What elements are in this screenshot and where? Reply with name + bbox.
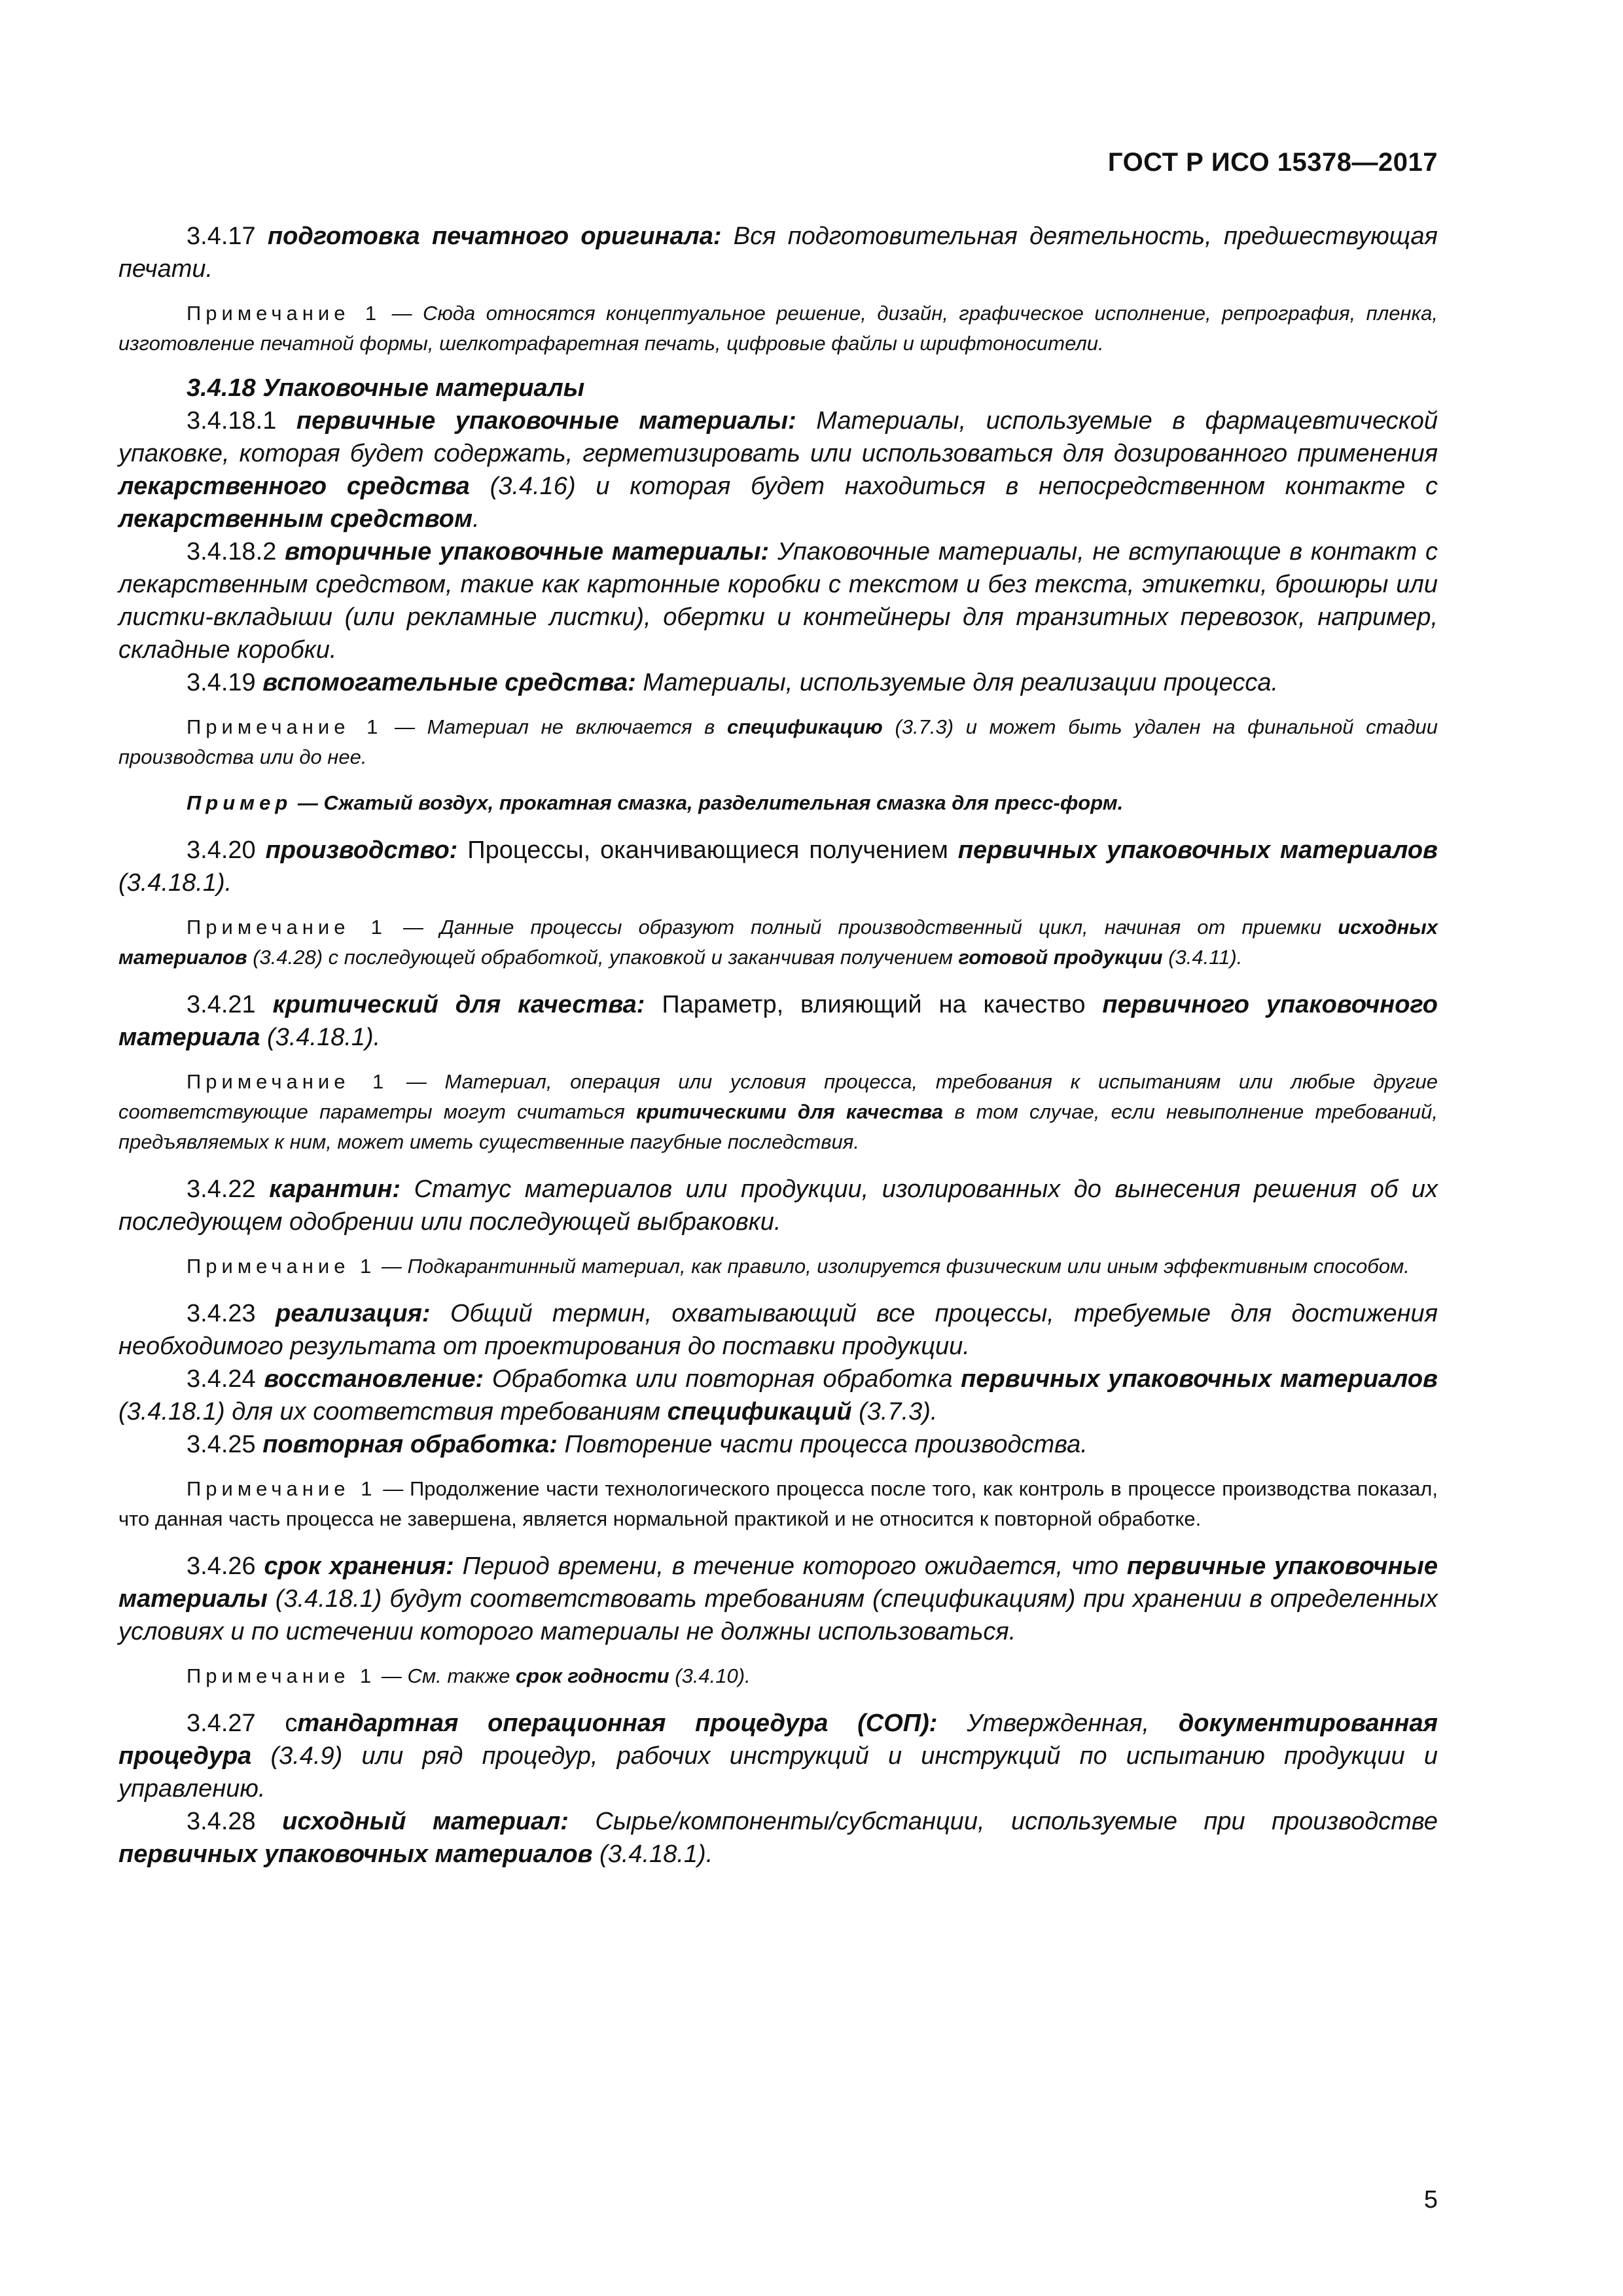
- term-definition: Сырье/компоненты/субстанции, используемые при производстве: [568, 1808, 1438, 1835]
- term-title: первичные упаковочные материалы:: [296, 407, 796, 435]
- term-number: 3.4.18.1: [187, 407, 296, 435]
- term-definition: Утвержденная,: [937, 1710, 1179, 1737]
- note-text: — Данные процессы образуют полный производственный цикл, начиная от приемки: [386, 916, 1338, 939]
- note-text: (3.4.11).: [1162, 946, 1243, 969]
- note-3-4-26: [118, 1661, 1438, 1691]
- term-definition: (3.4.9) или ряд процедур, рабочих инструкций и инструкций по испытанию продукции и управлению.: [118, 1742, 1438, 1803]
- term-title: вторичные упаковочные материалы:: [285, 538, 770, 565]
- term-number: 3.4.20: [187, 836, 266, 864]
- term-title: исходный материал:: [282, 1808, 569, 1835]
- term-title: производство:: [265, 836, 458, 864]
- term-3-4-27: [118, 1707, 1438, 1805]
- term-title: реализация:: [276, 1300, 431, 1327]
- note-text: (3.7.3) и может быть удален на финальной стадии производства или до нее.: [118, 715, 1438, 768]
- term-number: 3.4.21: [187, 991, 273, 1018]
- term-3-4-21: [118, 988, 1438, 1054]
- term-definition: Повторение части процесса производства.: [557, 1431, 1088, 1458]
- note-text: в том случае, если невыполнение требований, предъявляемых к ним, может иметь существенные пагубные последствия.: [118, 1100, 1438, 1153]
- term-number: 3.4.17: [187, 223, 268, 250]
- term-title: повторная обработка:: [262, 1431, 558, 1458]
- note-reference: исходных материалов: [118, 916, 1438, 969]
- term-definition: Вся подготовительная деятельность, предшествующая печати.: [118, 223, 1438, 283]
- term-definition: (3.4.18.1) для их соответствия требованиям: [118, 1398, 668, 1426]
- term-number: 3.4.23: [187, 1300, 276, 1327]
- note-text: — Подкарантинный материал, как правило, изолируется физическим или иным эффективным способом.: [376, 1255, 1410, 1278]
- note-reference: срок годности: [515, 1664, 669, 1687]
- term-3-4-23: [118, 1297, 1438, 1363]
- term-reference: лекарственным средством: [118, 505, 473, 533]
- term-reference: первичных упаковочных материалов: [118, 1840, 593, 1868]
- term-title: вспомогательные средства:: [262, 669, 636, 696]
- term-reference: первичных упаковочных материалов: [961, 1365, 1438, 1393]
- note-text: — Материал, операция или условия процесса, требования к испытаниям или любые другие соответствующие параметры могут считаться: [118, 1070, 1438, 1123]
- term-3-4-24: [118, 1363, 1438, 1428]
- example-3-4-19: [118, 788, 1438, 818]
- term-reference: спецификаций: [667, 1398, 852, 1426]
- note-label: Примечание 1: [187, 916, 387, 939]
- term-reference: первичного упаковочного материала: [118, 991, 1438, 1051]
- note-label: Примечание 1: [187, 1255, 376, 1278]
- term-3-4-26: [118, 1550, 1438, 1648]
- term-3-4-18-2: [118, 535, 1438, 666]
- note-label: Примечание 1: [187, 715, 383, 738]
- term-number: 3.4.28: [187, 1808, 283, 1835]
- note-3-4-22: [118, 1251, 1438, 1282]
- example-text: — Сжатый воздух, прокатная смазка, разделительная смазка для пресс-форм.: [292, 791, 1124, 814]
- term-number: 3.4.25: [187, 1431, 263, 1458]
- term-number: 3.4.27 с: [187, 1710, 298, 1737]
- term-3-4-18-1: [118, 404, 1438, 535]
- term-reference: первичные упаковочные материалы: [118, 1552, 1438, 1613]
- term-definition: (3.4.18.1) будут соответствовать требованиям (спецификациям) при хранении в определенных условиях и по истечении которого материалы не должны использоваться.: [118, 1585, 1438, 1645]
- note-3-4-17: [118, 298, 1438, 359]
- term-definition: (3.4.18.1).: [592, 1840, 713, 1868]
- term-definition: Процессы, оканчивающиеся получением: [457, 836, 958, 864]
- term-title: срок хранения:: [264, 1552, 454, 1580]
- term-definition: (3.4.16) и которая будет находиться в непосредственном контакте с: [469, 473, 1438, 500]
- term-3-4-20: [118, 834, 1438, 899]
- term-number: 3.4.26: [187, 1552, 264, 1580]
- term-3-4-25: [118, 1428, 1438, 1461]
- note-text: — Материал не включается в: [382, 715, 727, 738]
- term-definition: Период времени, в течение которого ожидается, что: [454, 1552, 1127, 1580]
- term-definition: Материалы, используемые для реализации процесса.: [635, 669, 1279, 696]
- term-reference: документированная процедура: [118, 1710, 1438, 1770]
- term-definition: Упаковочные материалы, не вступающие в контакт с лекарственным средством, такие как картонные коробки с текстом и без текста, этикетки, брошюры или листки-вкладыши (или рекламные листки), обертки и контейнеры для транзитных перевозок, например, складные коробки.: [118, 538, 1438, 664]
- example-label: Пример: [187, 791, 293, 814]
- page-number: 5: [1423, 2186, 1438, 2214]
- note-text: — См. также: [376, 1664, 516, 1687]
- term-number: 3.4.24: [187, 1365, 264, 1393]
- term-3-4-28: [118, 1805, 1438, 1871]
- term-definition: Параметр, влияющий на качество: [645, 991, 1103, 1018]
- term-3-4-22: [118, 1173, 1438, 1238]
- term-definition: Материалы, используемые в фармацевтической упаковке, которая будет содержать, герметизировать или использоваться для дозированного применения: [118, 407, 1438, 467]
- term-3-4-17: [118, 220, 1438, 285]
- term-definition: (3.7.3).: [851, 1398, 938, 1426]
- term-reference: первичных упаковочных материалов: [957, 836, 1438, 864]
- term-definition: (3.4.18.1).: [260, 1024, 381, 1051]
- term-title: тандартная операционная процедура (СОП):: [297, 1710, 938, 1737]
- document-header-id: ГОСТ Р ИСО 15378—2017: [1107, 148, 1438, 177]
- section-heading-text: 3.4.18 Упаковочные материалы: [187, 374, 585, 402]
- note-3-4-19: [118, 712, 1438, 772]
- note-reference: спецификацию: [727, 715, 883, 738]
- note-3-4-21: [118, 1067, 1438, 1157]
- note-3-4-25: [118, 1474, 1438, 1534]
- note-text: — Продолжение части технологического процесса после того, как контроль в процессе производства показал, что данная часть процесса не завершена, является нормальной практикой и не относится к повторной обработке.: [118, 1477, 1438, 1530]
- term-number: 3.4.22: [187, 1175, 270, 1203]
- note-label: Примечание 1: [187, 1070, 389, 1093]
- document-body: [118, 220, 1438, 1871]
- note-reference: готовой продукции: [958, 946, 1163, 969]
- term-title: восстановление:: [264, 1365, 484, 1393]
- term-title: критический для качества:: [272, 991, 645, 1018]
- note-text: (3.4.28) с последующей обработкой, упаковкой и заканчивая получением: [247, 946, 959, 969]
- note-label: Примечание 1: [187, 1664, 376, 1687]
- term-definition: Обработка или повторная обработка: [484, 1365, 961, 1393]
- term-title: карантин:: [269, 1175, 401, 1203]
- term-title: подготовка печатного оригинала:: [267, 223, 722, 250]
- note-text: (3.4.10).: [669, 1664, 751, 1687]
- term-number: 3.4.19: [187, 669, 263, 696]
- note-text: — Сюда относятся концептуальное решение, дизайн, графическое исполнение, репрография, пленка, изготовление печатной формы, шелкотрафаретная печать, цифровые файлы и шрифтоносители.: [118, 302, 1438, 355]
- note-3-4-20: [118, 912, 1438, 973]
- term-3-4-19: [118, 666, 1438, 699]
- note-label: Примечание 1: [187, 302, 382, 325]
- note-label: Примечание 1: [187, 1477, 377, 1500]
- term-number: 3.4.18.2: [187, 538, 285, 565]
- term-definition: Статус материалов или продукции, изолированных до вынесения решения об их последующем одобрении или последующей выбраковки.: [118, 1175, 1438, 1236]
- term-reference: лекарственного средства: [118, 473, 470, 500]
- note-reference: критическими для качества: [636, 1100, 944, 1123]
- term-definition: (3.4.18.1).: [118, 869, 232, 897]
- term-definition: Общий термин, охватывающий все процессы, требуемые для достижения необходимого результата от проектирования до поставки продукции.: [118, 1300, 1438, 1360]
- section-heading-3-4-18: [118, 372, 1438, 404]
- term-definition: .: [473, 505, 480, 533]
